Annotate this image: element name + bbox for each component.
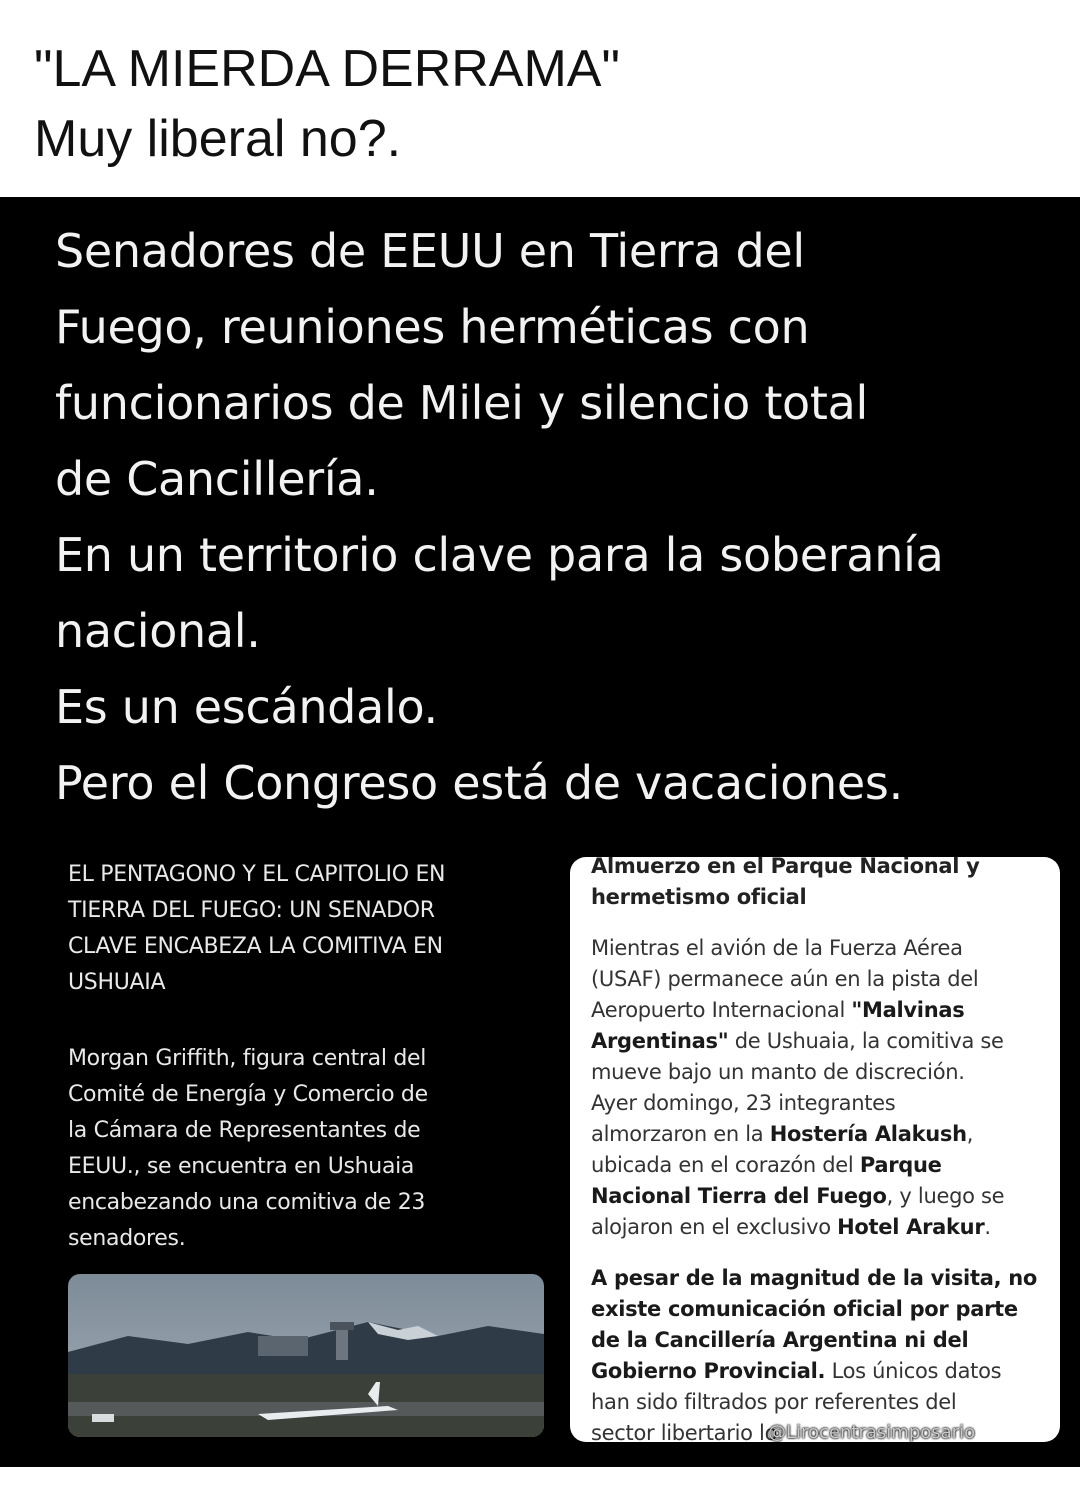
card-text-line: Nacional Tierra del Fuego, y luego se	[591, 1184, 1005, 1208]
tweet-line: Senadores de EEUU en Tierra del	[55, 224, 805, 278]
card-text-line: Ayer domingo, 23 integrantes	[591, 1091, 896, 1115]
headline-line: EL PENTAGONO Y EL CAPITOLIO EN	[68, 862, 446, 887]
caption-line: Muy liberal no?.	[34, 110, 402, 168]
card-text-line: Argentinas" de Ushuaia, la comitiva se	[591, 1029, 1004, 1053]
card-text-line: de la Cancillería Argentina ni del	[591, 1328, 969, 1352]
card-text-line: alojaron en el exclusivo Hotel Arakur.	[591, 1215, 991, 1239]
post-image[interactable]	[0, 197, 1080, 1467]
body-line: Comité de Energía y Comercio de	[68, 1082, 428, 1107]
body-line: Morgan Griffith, figura central del	[68, 1046, 427, 1071]
headline-line: CLAVE ENCABEZA LA COMITIVA EN	[68, 934, 443, 959]
card-text-line: mueve bajo un manto de discreción.	[591, 1060, 965, 1084]
headline-line: USHUAIA	[68, 970, 166, 995]
card-title: Almuerzo en el Parque Nacional y	[591, 857, 980, 878]
tweet-line: funcionarios de Milei y silencio total	[55, 376, 869, 430]
card-text-line: Gobierno Provincial. Los únicos datos	[591, 1359, 1002, 1383]
body-line: encabezando una comitiva de 23	[68, 1190, 426, 1215]
card-text-line: almorzaron en la Hostería Alakush,	[591, 1122, 974, 1146]
airport-scene	[68, 1274, 544, 1437]
card-text-line: A pesar de la magnitud de la visita, no	[591, 1266, 1038, 1290]
body-line: EEUU., se encuentra en Ushuaia	[68, 1154, 415, 1179]
card-text-line: (USAF) permanece aún en la pista del	[591, 967, 979, 991]
headline-line: TIERRA DEL FUEGO: UN SENADOR	[68, 898, 435, 923]
watermark-credit: @Lirocentrasimposario	[768, 1422, 976, 1443]
body-line: senadores.	[68, 1226, 186, 1251]
tweet-line: Es un escándalo.	[55, 680, 438, 734]
article-body	[68, 1041, 538, 1257]
article-left	[68, 857, 538, 1257]
tweet-line: de Cancillería.	[55, 452, 379, 506]
caption-line: "LA MIERDA DERRAMA"	[34, 40, 620, 98]
card-text-line: existe comunicación oficial por parte	[591, 1297, 1018, 1321]
card-text-line: Mientras el avión de la Fuerza Aérea	[591, 936, 963, 960]
card-text-line: han sido filtrados por referentes del	[591, 1390, 957, 1414]
article-headline	[68, 857, 538, 1001]
tweet-line: En un territorio clave para la soberanía	[55, 528, 944, 582]
card-text-line: sector libertario lo	[591, 1421, 778, 1442]
card-title: hermetismo oficial	[591, 885, 807, 909]
tweet-text	[55, 213, 1080, 821]
tweet-line: nacional.	[55, 604, 261, 658]
post-caption	[34, 34, 1044, 174]
body-line: la Cámara de Representantes de	[68, 1118, 421, 1143]
tweet-line: Pero el Congreso está de vacaciones.	[55, 756, 903, 810]
tweet-line: Fuego, reuniones herméticas con	[55, 300, 810, 354]
airport-photo	[68, 1274, 544, 1437]
card-text-line: Aeropuerto Internacional "Malvinas	[591, 998, 965, 1022]
article-right-card	[570, 857, 1060, 1442]
card-text-line: ubicada en el corazón del Parque	[591, 1153, 942, 1177]
